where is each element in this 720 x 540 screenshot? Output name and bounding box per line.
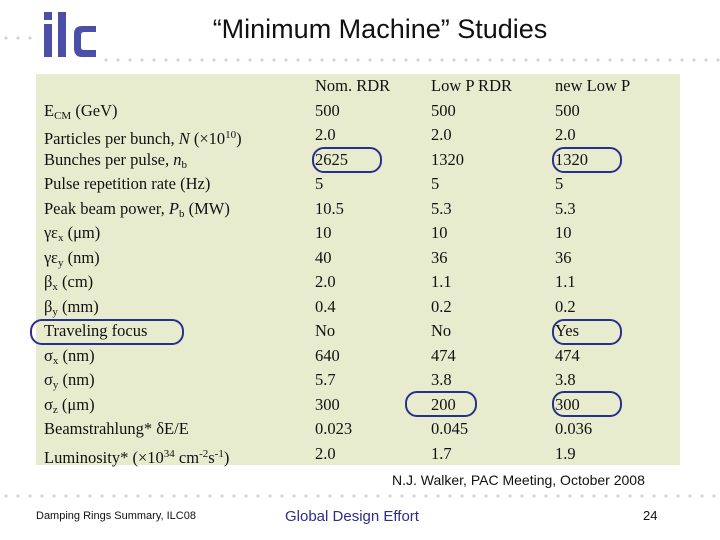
highlight-sigmaz-new (552, 391, 622, 417)
table-cell: 474 (555, 345, 580, 365)
table-cell: 0.045 (431, 419, 469, 438)
table-cell: 0.2 (431, 296, 452, 316)
row-label: Luminosity* ($\times 10^{34}$ $cm^{-2}s^{-1}$) (44, 447, 230, 467)
row-label: $\beta_y$ (mm) (44, 296, 99, 318)
column-header: new Low P (555, 76, 631, 95)
bottom-dot-line (0, 494, 720, 498)
table-cell: 500 (315, 100, 340, 120)
table-cell: 0.023 (315, 419, 353, 438)
row-label: $\sigma_z$ (μm) (44, 394, 95, 416)
table-cell: 10 (431, 223, 448, 242)
table-cell: 0.2 (555, 296, 576, 316)
table-cell: 474 (431, 345, 456, 365)
table-cell: Yes (555, 321, 580, 340)
row-label: Particles per bunch, N $(\times 10^{10})$ (44, 129, 242, 148)
table-cell: 36 (555, 247, 572, 267)
row-label: $\beta_x$ (cm) (44, 272, 94, 293)
table-cell: 500 (431, 100, 456, 120)
table-cell: 10.5 (315, 198, 344, 218)
table-cell: 5 (431, 174, 440, 193)
table-cell: 2.0 (315, 443, 336, 463)
footer-org: Global Design Effort (285, 508, 419, 525)
table-cell: 10 (315, 223, 332, 242)
table-cell: 500 (555, 100, 580, 120)
column-header: Nom. RDR (315, 76, 391, 95)
table-cell: 5.3 (555, 198, 576, 218)
table-cell: 36 (431, 247, 448, 267)
row-label: Beamstrahlung* δE/E (44, 419, 189, 438)
table-cell: 2.0 (315, 272, 336, 291)
table-cell: 10 (555, 223, 572, 242)
credit-line: N.J. Walker, PAC Meeting, October 2008 (392, 472, 645, 488)
top-dot-line (100, 58, 720, 62)
highlight-bunches-new (552, 147, 622, 173)
row-label: $\gamma\varepsilon_y$ (nm) (44, 247, 100, 269)
highlight-traveling-focus-new (552, 319, 622, 345)
row-label: $\sigma_x$ (nm) (44, 345, 95, 367)
table-cell: 300 (315, 394, 340, 414)
table-cell: 5.7 (315, 370, 336, 389)
row-label: Pulse repetition rate (Hz) (44, 174, 211, 193)
top-dot-line-left (0, 36, 40, 40)
table-cell: 2.0 (555, 125, 576, 144)
table-cell: 2625 (315, 149, 348, 169)
table-cell: No (315, 321, 336, 340)
table-cell: 2.0 (431, 125, 452, 144)
row-label: $E_{CM}$ (GeV) (44, 100, 118, 122)
table-cell: 0.4 (315, 296, 336, 316)
row-label: $\sigma_y$ (nm) (44, 370, 95, 391)
table-cell: 200 (431, 394, 456, 414)
ilc-logo (40, 10, 100, 60)
table-cell: 5 (315, 174, 324, 193)
table-cell: 0.036 (555, 419, 593, 438)
highlight-sigmaz-lowp (405, 391, 477, 417)
table-cell: 3.8 (431, 370, 452, 389)
table-cell: 2.0 (315, 125, 336, 144)
table-cell: 640 (315, 345, 340, 365)
row-label: Traveling focus (44, 321, 148, 340)
table-cell: 1.9 (555, 443, 576, 463)
row-label: Peak beam power, $P_b$ (MW) (44, 198, 230, 220)
slide-title: “Minimum Machine” Studies (212, 14, 548, 44)
table-cell: 3.8 (555, 370, 576, 389)
table-cell: 1.7 (431, 443, 452, 463)
table-cell: 40 (315, 247, 332, 267)
row-label: Bunches per pulse, $n_b$ (44, 149, 187, 171)
page-number: 24 (643, 508, 658, 523)
row-label: $\gamma\varepsilon_x$ (μm) (44, 223, 101, 244)
table-cell: No (431, 321, 452, 340)
highlight-bunches-nom (312, 147, 382, 173)
table-cell: 300 (555, 394, 580, 414)
table-cell: 5.3 (431, 198, 452, 218)
footer-event: Damping Rings Summary, ILC08 (36, 510, 196, 522)
table-cell: 1.1 (431, 272, 452, 291)
highlight-traveling-focus-label (30, 319, 184, 345)
column-header: Low P RDR (431, 76, 512, 95)
table-cell: 1320 (431, 149, 464, 169)
table-cell: 1320 (555, 149, 588, 169)
table-cell: 1.1 (555, 272, 576, 291)
table-cell: 5 (555, 174, 564, 193)
